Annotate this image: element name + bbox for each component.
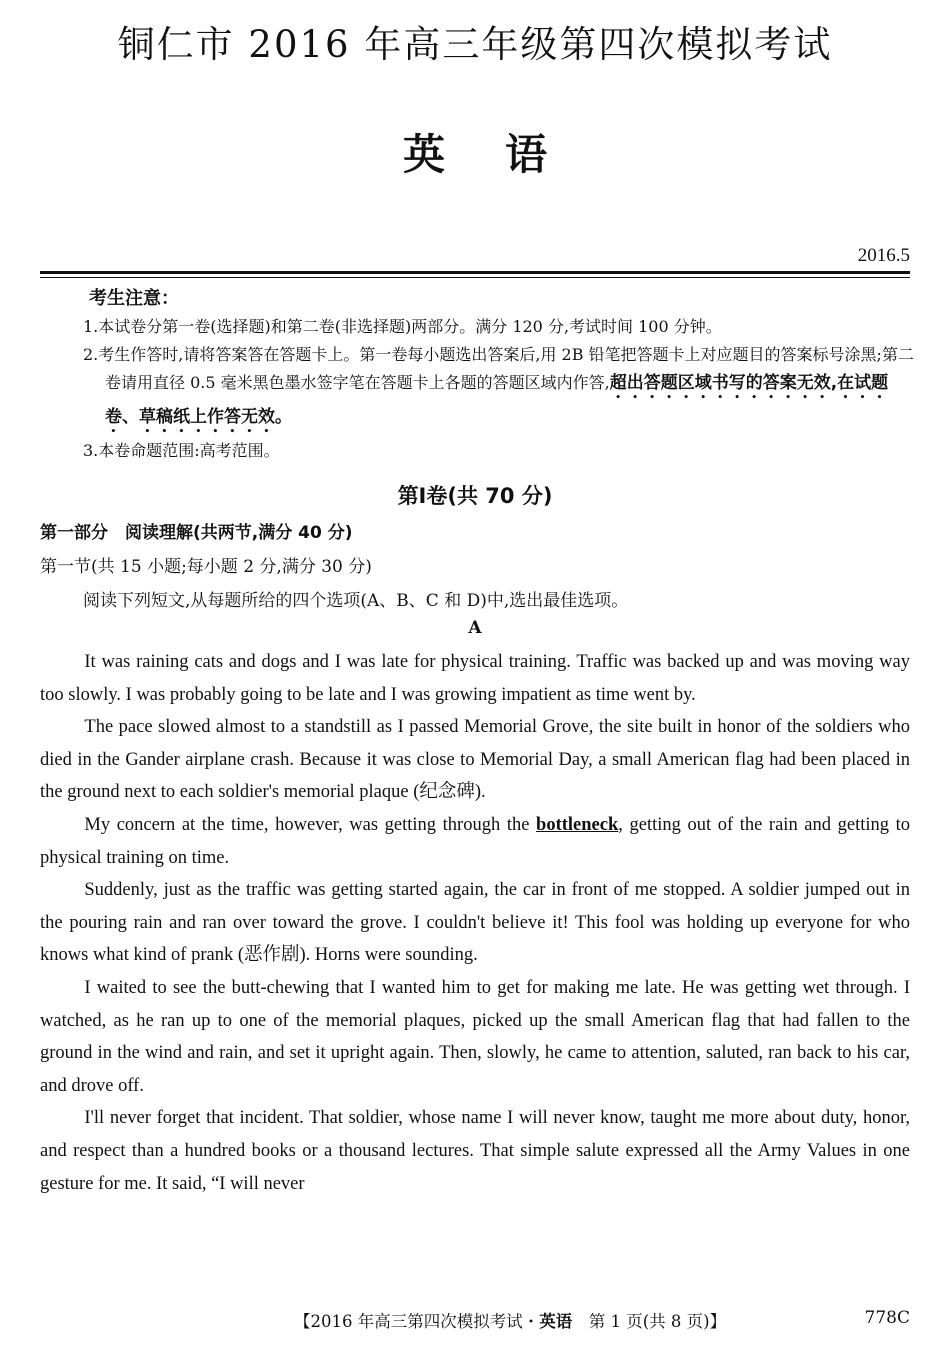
subsection-heading: 第一节(共 15 小题;每小题 2 分,满分 30 分) (40, 557, 372, 577)
subject-char: 英 (402, 130, 445, 179)
paragraph: I'll never forget that incident. That soldier, whose name I will never know, taught me more about duty, honor, and respect than a hundred books or a thousand lectures. That simple salute expressed all the Army Values in one gesture for me. It said, “I will never (40, 1108, 910, 1194)
note-item-2 (83, 341, 915, 437)
note-item-2-emphasis: 超出答题区域书写的答案无效,在试题卷、草稿纸上作答无效。 (105, 373, 889, 427)
reading-passage (40, 646, 910, 1298)
note-item-1: 1.本试卷分第一卷(选择题)和第二卷(非选择题)两部分。满分 120 分,考试时间 100 分钟。 (83, 317, 722, 336)
footer-exam: 【2016 年高三第四次模拟考试・ (294, 1312, 540, 1331)
exam-title: 铜仁市 2016 年高三年级第四次模拟考试 (117, 23, 833, 66)
section-title: 第Ⅰ卷(共 70 分) (397, 484, 553, 508)
paragraph: It was raining cats and dogs and I was late for physical training. Traffic was backed up and was moving way too slowly. I was probably going to be late and I was growing impatient as time went by. (40, 652, 910, 705)
header-rule-thick (40, 271, 910, 274)
paragraph: Suddenly, just as the traffic was getting started again, the car in front of me stopped. A soldier jumped out in the pouring rain and ran over toward the grove. I couldn't believe it! This fool was holding up everyone for who knows what kind of prank (恶作剧). Horns were sounding. (40, 880, 910, 966)
paragraph-text: My concern at the time, however, was getting through the (84, 814, 537, 835)
footer-page: 第 1 页(共 8 页)】 (572, 1312, 727, 1331)
note-item-2-text: 2.考生作答时,请将答案答在答题卡上。第一卷每小题选出答案后,用 2B 铅笔把答题卡上对应题目的答案标号涂黑;第二卷请用直径 0.5 毫米黑色墨水签字笔在答题卡上各题的答题区域内作答, (83, 345, 914, 392)
subject-char: 语 (505, 130, 548, 179)
exam-notes (85, 285, 915, 465)
header-rule-thin (40, 277, 910, 278)
instruction: 阅读下列短文,从每题所给的四个选项(A、B、C 和 D)中,选出最佳选项。 (83, 591, 629, 611)
paragraph-text: , getting out of the rain and getting to physical training on time. (40, 814, 910, 868)
part-heading: 第一部分 阅读理解(共两节,满分 40 分) (40, 523, 353, 543)
subject-title (0, 122, 950, 182)
paper-code: 778C (864, 1308, 910, 1328)
paragraph: The pace slowed almost to a standstill as I passed Memorial Grove, the site built in honor of the soldiers who died in the Gander airplane crash. Because it was close to Memorial Day, a small American flag had been placed in the ground next to each soldier's memorial plaque (纪念碑). (40, 717, 910, 803)
footer-subject: 英语 (539, 1312, 573, 1331)
paragraph: I waited to see the butt-chewing that I wanted him to get for making me late. He was getting wet through. I watched, as he ran up to one of the memorial plaques, picked up the small American flag that had fallen to the ground in the wind and rain, and set it upright again. Then, slowly, he came to attention, saluted, ran back to his car, and drove off. (40, 977, 910, 1096)
notes-heading: 考生注意： (89, 288, 179, 309)
paragraph (40, 809, 910, 874)
keyword-underlined: bottleneck (536, 814, 619, 835)
page-footer (294, 1308, 726, 1332)
passage-label: A (468, 618, 482, 638)
exam-date: 2016.5 (857, 245, 910, 266)
note-item-3: 3.本卷命题范围:高考范围。 (83, 441, 280, 460)
